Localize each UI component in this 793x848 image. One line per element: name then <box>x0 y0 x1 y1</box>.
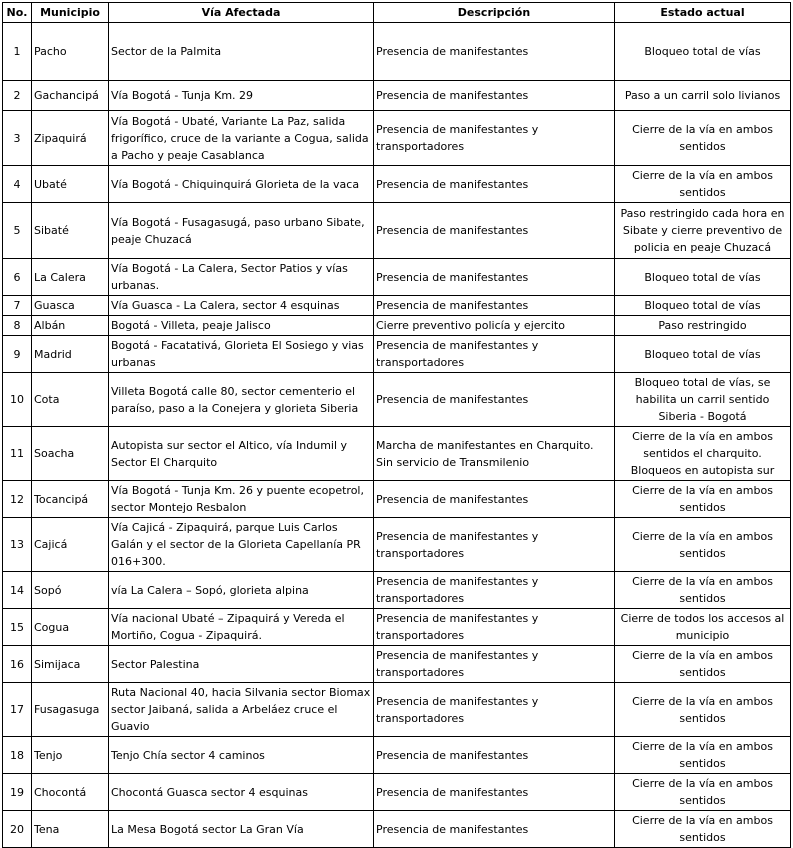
cell-estado-actual: Bloqueo total de vías <box>615 259 791 296</box>
table-body <box>3 23 791 848</box>
table-row <box>3 481 791 518</box>
table-row <box>3 203 791 259</box>
table-row <box>3 111 791 166</box>
table-row <box>3 737 791 774</box>
cell-municipio: Pacho <box>32 23 109 81</box>
cell-via-afectada: Bogotá - Villeta, peaje Jalisco <box>109 316 374 336</box>
cell-estado-actual: Bloqueo total de vías <box>615 336 791 373</box>
cell-descripcion: Presencia de manifestantes <box>374 166 615 203</box>
cell-municipio: Tena <box>32 811 109 848</box>
cell-no: 5 <box>3 203 32 259</box>
table-row <box>3 296 791 316</box>
cell-estado-actual: Cierre de la vía en ambos sentidos <box>615 737 791 774</box>
table-row <box>3 572 791 609</box>
cell-no: 20 <box>3 811 32 848</box>
cell-municipio: Cogua <box>32 609 109 646</box>
table-row <box>3 774 791 811</box>
cell-municipio: Tocancipá <box>32 481 109 518</box>
header-municipio: Municipio <box>32 3 109 23</box>
cell-descripcion: Presencia de manifestantes y transportadores <box>374 111 615 166</box>
cell-estado-actual: Cierre de la vía en ambos sentidos <box>615 572 791 609</box>
cell-estado-actual: Paso restringido cada hora en Sibate y cierre preventivo de policia en peaje Chuzacá <box>615 203 791 259</box>
cell-no: 10 <box>3 373 32 427</box>
cell-descripcion: Presencia de manifestantes <box>374 774 615 811</box>
cell-no: 9 <box>3 336 32 373</box>
cell-descripcion: Presencia de manifestantes y transportadores <box>374 683 615 737</box>
cell-no: 16 <box>3 646 32 683</box>
cell-no: 2 <box>3 81 32 111</box>
cell-descripcion: Presencia de manifestantes y transportadores <box>374 646 615 683</box>
cell-municipio: Sopó <box>32 572 109 609</box>
cell-estado-actual: Cierre de la vía en ambos sentidos <box>615 518 791 572</box>
cell-via-afectada: Vía Bogotá - La Calera, Sector Patios y vías urbanas. <box>109 259 374 296</box>
cell-via-afectada: Sector de la Palmita <box>109 23 374 81</box>
cell-via-afectada: Chocontá Guasca sector 4 esquinas <box>109 774 374 811</box>
cell-estado-actual: Bloqueo total de vías, se habilita un carril sentido Siberia - Bogotá <box>615 373 791 427</box>
cell-descripcion: Cierre preventivo policía y ejercito <box>374 316 615 336</box>
cell-municipio: Sibaté <box>32 203 109 259</box>
cell-descripcion: Presencia de manifestantes <box>374 737 615 774</box>
cell-estado-actual: Cierre de la vía en ambos sentidos <box>615 683 791 737</box>
cell-municipio: Soacha <box>32 427 109 481</box>
cell-via-afectada: Bogotá - Facatativá, Glorieta El Sosiego y vias urbanas <box>109 336 374 373</box>
cell-descripcion: Presencia de manifestantes <box>374 23 615 81</box>
cell-via-afectada: Vía Cajicá - Zipaquirá, parque Luis Carlos Galán y el sector de la Glorieta Capellanía PR 016+300. <box>109 518 374 572</box>
cell-estado-actual: Cierre de la vía en ambos sentidos <box>615 111 791 166</box>
cell-no: 17 <box>3 683 32 737</box>
cell-via-afectada: Vía Bogotá - Fusagasugá, paso urbano Sibate, peaje Chuzacá <box>109 203 374 259</box>
cell-via-afectada: Vía Bogotá - Ubaté, Variante La Paz, salida frigorífico, cruce de la variante a Cogua, salida a Pacho y peaje Casablanca <box>109 111 374 166</box>
cell-descripcion: Marcha de manifestantes en Charquito. Sin servicio de Transmilenio <box>374 427 615 481</box>
cell-estado-actual: Cierre de la vía en ambos sentidos <box>615 481 791 518</box>
cell-municipio: Albán <box>32 316 109 336</box>
cell-descripcion: Presencia de manifestantes <box>374 203 615 259</box>
cell-estado-actual: Paso restringido <box>615 316 791 336</box>
cell-municipio: Madrid <box>32 336 109 373</box>
table-row <box>3 518 791 572</box>
cell-no: 1 <box>3 23 32 81</box>
header-via-afectada: Vía Afectada <box>109 3 374 23</box>
cell-no: 14 <box>3 572 32 609</box>
cell-estado-actual: Cierre de todos los accesos al municipio <box>615 609 791 646</box>
cell-descripcion: Presencia de manifestantes y transportadores <box>374 609 615 646</box>
cell-no: 11 <box>3 427 32 481</box>
road-blockades-table <box>2 2 791 848</box>
cell-municipio: Cota <box>32 373 109 427</box>
table-row <box>3 316 791 336</box>
cell-estado-actual: Cierre de la vía en ambos sentidos <box>615 646 791 683</box>
table-row <box>3 427 791 481</box>
table-row <box>3 166 791 203</box>
cell-estado-actual: Cierre de la vía en ambos sentidos <box>615 811 791 848</box>
cell-municipio: Chocontá <box>32 774 109 811</box>
cell-municipio: La Calera <box>32 259 109 296</box>
table-row <box>3 373 791 427</box>
cell-via-afectada: Sector Palestina <box>109 646 374 683</box>
cell-via-afectada: Vía Bogotá - Chiquinquirá Glorieta de la vaca <box>109 166 374 203</box>
cell-descripcion: Presencia de manifestantes y transportadores <box>374 518 615 572</box>
cell-via-afectada: Autopista sur sector el Altico, vía Indumil y Sector El Charquito <box>109 427 374 481</box>
cell-descripcion: Presencia de manifestantes <box>374 481 615 518</box>
cell-via-afectada: Ruta Nacional 40, hacia Silvania sector Biomax sector Jaibaná, salida a Arbeláez cruce el Guavio <box>109 683 374 737</box>
cell-no: 12 <box>3 481 32 518</box>
cell-descripcion: Presencia de manifestantes <box>374 81 615 111</box>
cell-municipio: Simijaca <box>32 646 109 683</box>
cell-descripcion: Presencia de manifestantes <box>374 259 615 296</box>
cell-via-afectada: Villeta Bogotá calle 80, sector cementerio el paraíso, paso a la Conejera y glorieta Siberia <box>109 373 374 427</box>
table-row <box>3 609 791 646</box>
cell-descripcion: Presencia de manifestantes <box>374 296 615 316</box>
cell-no: 19 <box>3 774 32 811</box>
cell-municipio: Ubaté <box>32 166 109 203</box>
table-row <box>3 646 791 683</box>
cell-no: 3 <box>3 111 32 166</box>
cell-descripcion: Presencia de manifestantes <box>374 373 615 427</box>
table-row <box>3 683 791 737</box>
cell-via-afectada: Vía Bogotá - Tunja Km. 29 <box>109 81 374 111</box>
cell-via-afectada: Vía Bogotá - Tunja Km. 26 y puente ecopetrol, sector Montejo Resbalon <box>109 481 374 518</box>
cell-municipio: Guasca <box>32 296 109 316</box>
cell-municipio: Gachancipá <box>32 81 109 111</box>
cell-descripcion: Presencia de manifestantes <box>374 811 615 848</box>
header-estado-actual: Estado actual <box>615 3 791 23</box>
cell-estado-actual: Paso a un carril solo livianos <box>615 81 791 111</box>
cell-estado-actual: Bloqueo total de vías <box>615 23 791 81</box>
cell-estado-actual: Cierre de la vía en ambos sentidos <box>615 774 791 811</box>
cell-no: 13 <box>3 518 32 572</box>
cell-no: 6 <box>3 259 32 296</box>
cell-via-afectada: La Mesa Bogotá sector La Gran Vía <box>109 811 374 848</box>
cell-descripcion: Presencia de manifestantes y transportadores <box>374 336 615 373</box>
table-row <box>3 81 791 111</box>
cell-no: 4 <box>3 166 32 203</box>
cell-municipio: Tenjo <box>32 737 109 774</box>
cell-via-afectada: vía La Calera – Sopó, glorieta alpina <box>109 572 374 609</box>
table-row <box>3 259 791 296</box>
table-container <box>2 2 791 848</box>
header-row <box>3 3 791 23</box>
cell-no: 18 <box>3 737 32 774</box>
cell-no: 15 <box>3 609 32 646</box>
cell-estado-actual: Cierre de la vía en ambos sentidos el charquito. Bloqueos en autopista sur <box>615 427 791 481</box>
cell-via-afectada: Vía nacional Ubaté – Zipaquirá y Vereda el Mortiño, Cogua - Zipaquirá. <box>109 609 374 646</box>
cell-via-afectada: Vía Guasca - La Calera, sector 4 esquinas <box>109 296 374 316</box>
cell-municipio: Cajicá <box>32 518 109 572</box>
cell-estado-actual: Bloqueo total de vías <box>615 296 791 316</box>
table-row <box>3 811 791 848</box>
cell-via-afectada: Tenjo Chía sector 4 caminos <box>109 737 374 774</box>
cell-no: 8 <box>3 316 32 336</box>
cell-municipio: Zipaquirá <box>32 111 109 166</box>
header-descripcion: Descripción <box>374 3 615 23</box>
table-row <box>3 23 791 81</box>
header-no: No. <box>3 3 32 23</box>
cell-municipio: Fusagasuga <box>32 683 109 737</box>
cell-descripcion: Presencia de manifestantes y transportadores <box>374 572 615 609</box>
table-row <box>3 336 791 373</box>
cell-no: 7 <box>3 296 32 316</box>
cell-estado-actual: Cierre de la vía en ambos sentidos <box>615 166 791 203</box>
